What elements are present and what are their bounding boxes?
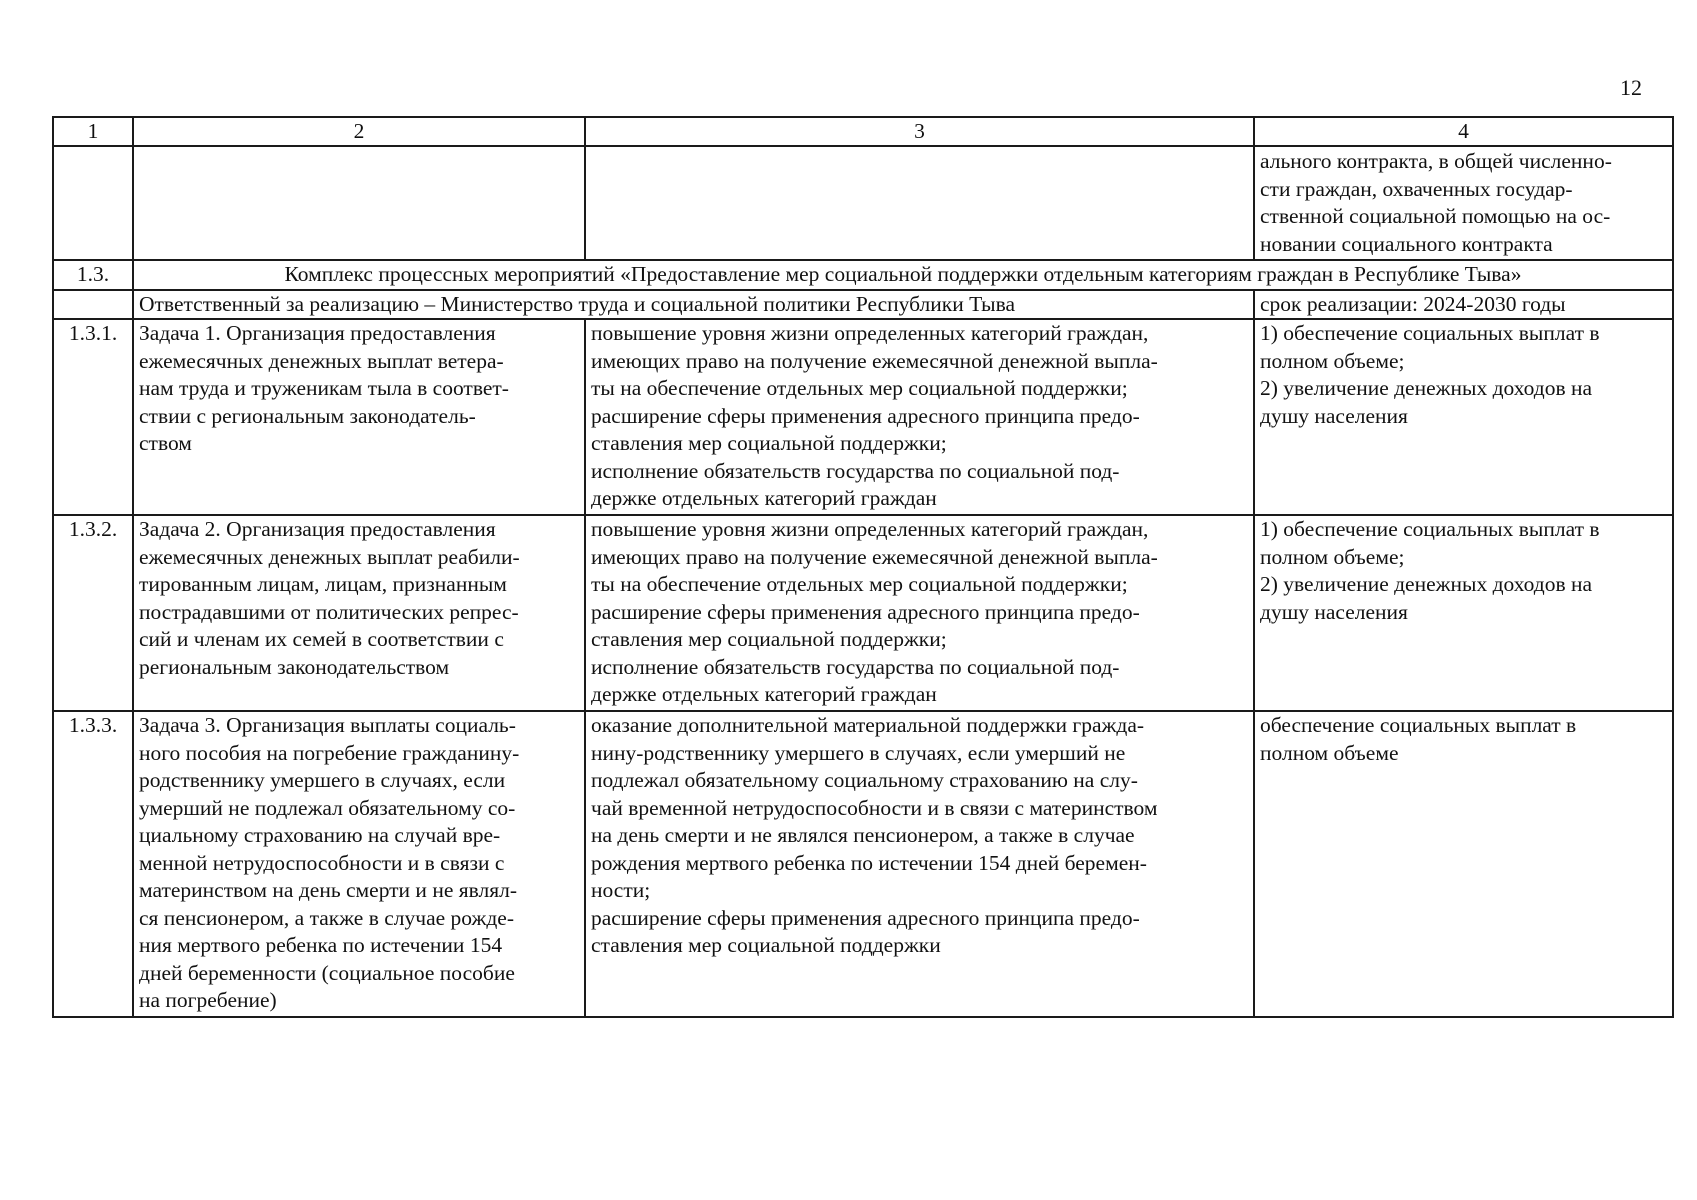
text-line: душу населения — [1260, 403, 1408, 428]
text-line: Задача 2. Организация предоставления — [139, 517, 496, 541]
text-line: рождения мертвого ребенка по истечении 154 дней беремен- — [591, 850, 1147, 875]
text-line: на погребение) — [139, 988, 277, 1012]
section-term: срок реализации: 2024-2030 годы — [1254, 290, 1673, 320]
text-line: циальному страхованию на случай вре- — [139, 823, 501, 847]
text-line: 2) увеличение денежных доходов на — [1260, 376, 1593, 400]
text-line: сий и членам их семей в соответствии с — [139, 627, 504, 651]
task-cell — [133, 711, 585, 1017]
column-number-3: 3 — [585, 117, 1254, 146]
table-row — [53, 515, 1673, 711]
table-row — [53, 319, 1673, 515]
text-line: ния мертвого ребенка по истечении 154 — [139, 933, 503, 957]
text-line: нину-родственнику умершего в случаях, если умерший не — [591, 740, 1126, 765]
text-line: ставления мер социальной поддержки; — [591, 627, 947, 651]
text-line: ством — [139, 431, 192, 455]
text-line: умерший не подлежал обязательному со- — [139, 795, 516, 820]
continuation-cell-3 — [585, 146, 1254, 260]
text-line: ного пособия на погребение гражданину- — [139, 740, 520, 765]
row-number: 1.3.2. — [53, 515, 133, 711]
task-cell — [133, 319, 585, 515]
text-line: на день смерти и не являлся пенсионером, а также в случае — [591, 823, 1135, 847]
section-responsible-empty — [53, 290, 133, 320]
effects-cell — [585, 515, 1254, 711]
text-line: душу населения — [1260, 599, 1408, 624]
text-line: ального контракта, в общей численно- — [1260, 149, 1612, 173]
task-cell — [133, 515, 585, 711]
column-number-4: 4 — [1254, 117, 1673, 146]
column-number-2: 2 — [133, 117, 585, 146]
program-table — [52, 116, 1674, 1018]
text-line: ся пенсионером, а также в случае рожде- — [139, 905, 514, 930]
indicators-cell — [1254, 711, 1673, 1017]
text-line: полном объеме; — [1260, 544, 1405, 569]
text-line: исполнение обязательств государства по социальной под- — [591, 458, 1120, 483]
text-line: ты на обеспечение отдельных мер социальной поддержки; — [591, 376, 1128, 400]
text-line: ежемесячных денежных выплат ветера- — [139, 348, 504, 373]
page-number: 12 — [1620, 75, 1642, 100]
section-responsible: Ответственный за реализацию – Министерство труда и социальной политики Республики Тыва — [133, 290, 1254, 320]
text-line: ставления мер социальной поддержки; — [591, 431, 947, 455]
text-line: дней беременности (социальное пособие — [139, 960, 515, 985]
table-row — [53, 711, 1673, 1017]
text-line: ствии с региональным законодатель- — [139, 403, 476, 428]
text-line: ты на обеспечение отдельных мер социальной поддержки; — [591, 572, 1128, 596]
text-line: сти граждан, охваченных государ- — [1260, 176, 1573, 201]
text-line: обеспечение социальных выплат в — [1260, 713, 1577, 737]
text-line: расширение сферы применения адресного принципа предо- — [591, 403, 1140, 428]
text-line: 1) обеспечение социальных выплат в — [1260, 517, 1600, 541]
text-line: 2) увеличение денежных доходов на — [1260, 572, 1593, 596]
section-number: 1.3. — [53, 260, 133, 290]
text-line: держке отдельных категорий граждан — [591, 486, 937, 510]
column-number-row — [53, 117, 1673, 146]
text-line: подлежал обязательному социальному страхованию на слу- — [591, 768, 1138, 792]
text-line: ежемесячных денежных выплат реабили- — [139, 544, 520, 569]
indicators-cell — [1254, 319, 1673, 515]
text-line: Задача 1. Организация предоставления — [139, 321, 496, 345]
row-number: 1.3.3. — [53, 711, 133, 1017]
text-line: 1) обеспечение социальных выплат в — [1260, 321, 1600, 345]
text-line: материнством на день смерти и не являл- — [139, 878, 518, 902]
text-line: имеющих право на получение ежемесячной денежной выпла- — [591, 348, 1158, 373]
text-line: менной нетрудоспособности и в связи с — [139, 850, 505, 875]
text-line: ности; — [591, 878, 651, 902]
text-line: пострадавшими от политических репрес- — [139, 599, 519, 624]
text-line: родственнику умершего в случаях, если — [139, 768, 506, 792]
text-line: повышение уровня жизни определенных категорий граждан, — [591, 517, 1149, 541]
text-line: исполнение обязательств государства по социальной под- — [591, 654, 1120, 679]
section-title-row — [53, 260, 1673, 290]
indicators-cell — [1254, 515, 1673, 711]
text-line: полном объеме — [1260, 740, 1399, 765]
text-line: расширение сферы применения адресного принципа предо- — [591, 599, 1140, 624]
section-responsible-row — [53, 290, 1673, 320]
continuation-cell-2 — [133, 146, 585, 260]
text-line: нам труда и труженикам тыла в соответ- — [139, 376, 509, 400]
continuation-row — [53, 146, 1673, 260]
effects-cell — [585, 711, 1254, 1017]
text-line: ственной социальной помощью на ос- — [1260, 204, 1611, 228]
text-line: имеющих право на получение ежемесячной денежной выпла- — [591, 544, 1158, 569]
text-line: держке отдельных категорий граждан — [591, 682, 937, 706]
text-line: региональным законодательством — [139, 654, 450, 679]
row-number: 1.3.1. — [53, 319, 133, 515]
continuation-cell-1 — [53, 146, 133, 260]
text-line: расширение сферы применения адресного принципа предо- — [591, 905, 1140, 930]
section-title: Комплекс процессных мероприятий «Предоставление мер социальной поддержки отдельным категориям граждан в Республике Тыва» — [133, 260, 1673, 290]
text-line: повышение уровня жизни определенных категорий граждан, — [591, 321, 1149, 345]
text-line: оказание дополнительной материальной поддержки гражда- — [591, 713, 1145, 737]
effects-cell — [585, 319, 1254, 515]
column-number-1: 1 — [53, 117, 133, 146]
text-line: новании социального контракта — [1260, 231, 1553, 256]
text-line: ставления мер социальной поддержки — [591, 933, 941, 957]
continuation-indicators — [1254, 146, 1673, 260]
text-line: тированным лицам, лицам, признанным — [139, 572, 507, 596]
text-line: чай временной нетрудоспособности и в связи с материнством — [591, 795, 1158, 820]
text-line: полном объеме; — [1260, 348, 1405, 373]
text-line: Задача 3. Организация выплаты социаль- — [139, 713, 516, 737]
